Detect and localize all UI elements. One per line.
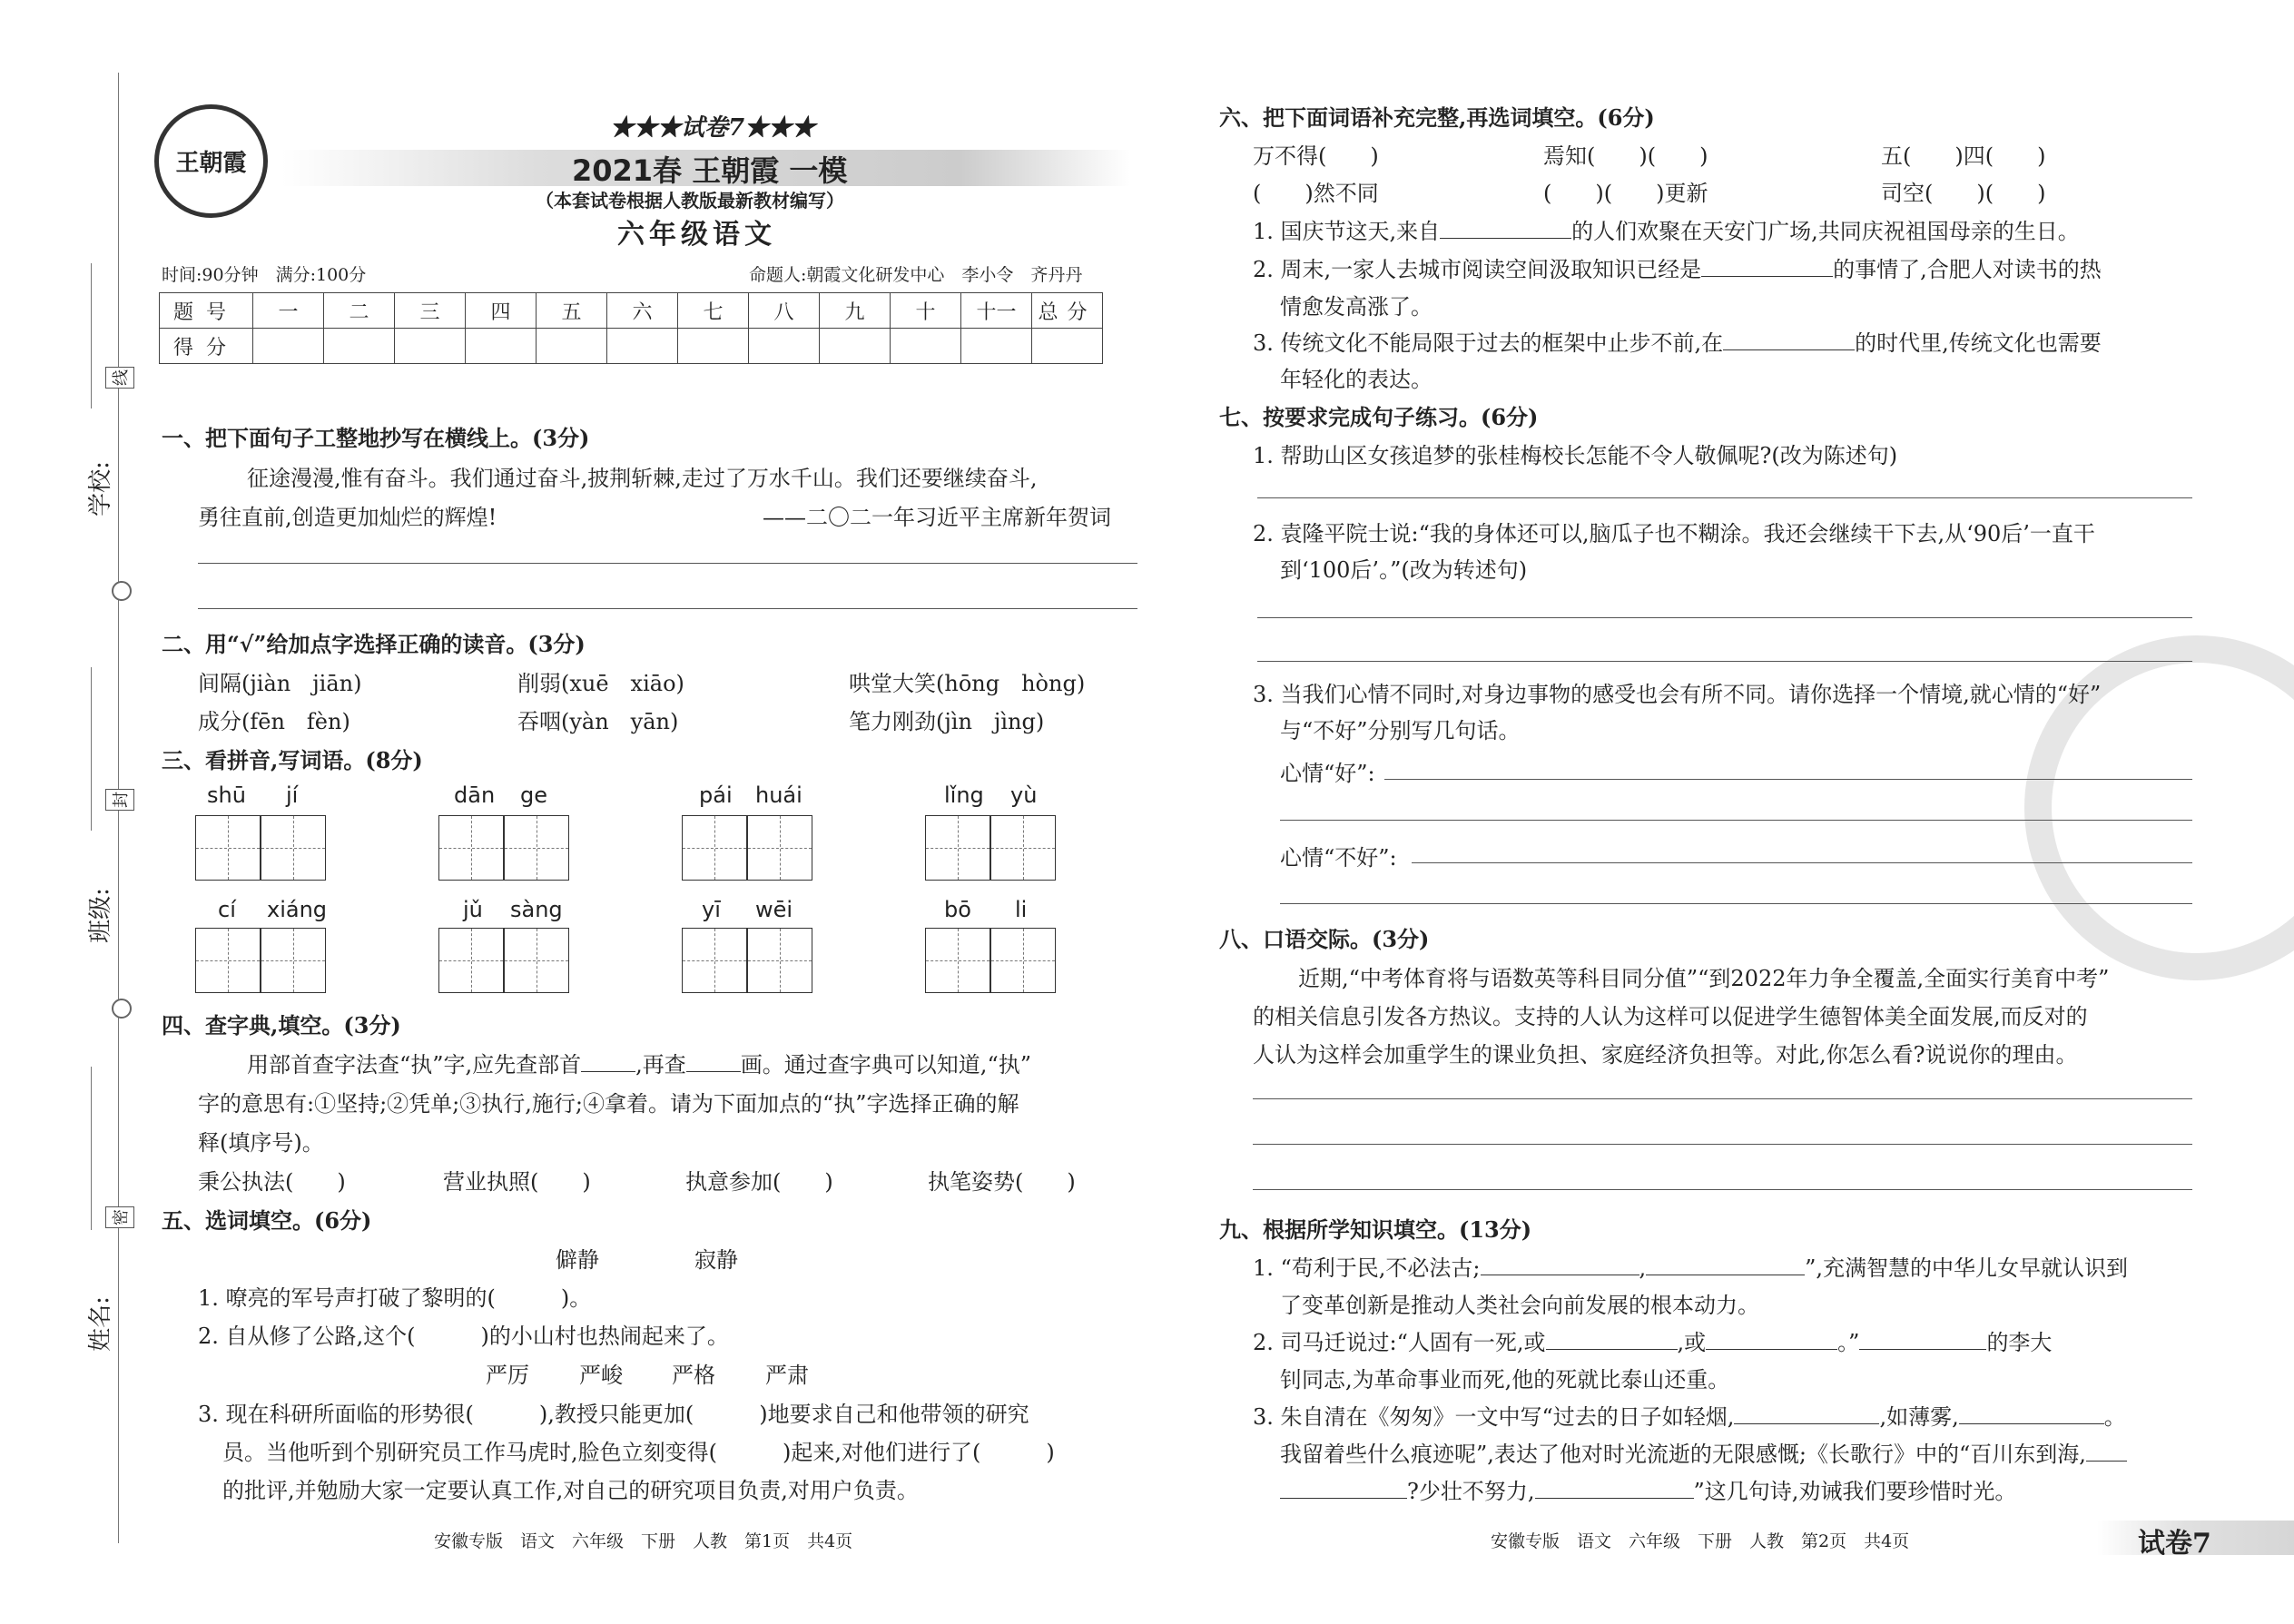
pinyin: yī: [702, 897, 721, 922]
answer-blank[interactable]: [1440, 218, 1571, 239]
q6-sentence-3b: 年轻化的表达。: [1280, 367, 1433, 392]
pinyin: shū: [207, 782, 246, 808]
answer-blank[interactable]: [1734, 1403, 1879, 1424]
q9-title: 九、根据所学知识填空。(13分): [1219, 1216, 1532, 1243]
q8-para-3: 人认为这样会加重学生的课业负担、家庭经济负担等。对此,你怎么看?说说你的理由。: [1253, 1042, 2078, 1068]
answer-blank[interactable]: [686, 1051, 741, 1072]
table-cell: 四: [466, 293, 537, 329]
binding-hole-icon: [112, 581, 132, 601]
writing-grid-cell[interactable]: [195, 815, 261, 881]
q9-sentence-3c: [1280, 1473, 2016, 1505]
binding-hole-icon: [112, 999, 132, 1019]
answer-line[interactable]: [1280, 903, 2192, 904]
q7-sentence-1: 1. 帮助山区女孩追梦的张桂梅校长怎能不令人敬佩呢?(改为陈述句): [1253, 443, 1898, 468]
name-label: 姓名:: [86, 1296, 114, 1352]
q9-text: 1. “苟利于民,不必法古;: [1253, 1255, 1481, 1281]
writing-grid-cell[interactable]: [925, 928, 990, 993]
q9-text: ,如薄雾,: [1879, 1404, 1959, 1430]
q4-para-line3: 释(填序号)。: [198, 1130, 324, 1156]
q5-word: 严厉: [486, 1363, 529, 1388]
q9-text: 2. 司马迁说过:“人固有一死,或: [1253, 1330, 1546, 1355]
table-cell: 总分: [1032, 293, 1103, 329]
pinyin: jí: [286, 782, 299, 808]
q6-text: 2. 周末,一家人去城市阅读空间汲取知识已经是: [1253, 257, 1702, 282]
q9-text: ?少壮不努力,: [1407, 1479, 1535, 1504]
q8-para-1: 近期,“中考体育将与语数英等科目同分值”“到2022年力争全覆盖,全面实行美育中考”: [1298, 966, 2110, 991]
q5-word: 寂静: [694, 1247, 738, 1273]
answer-line[interactable]: [1253, 1144, 2192, 1145]
q5-word: 严肃: [765, 1363, 809, 1388]
q5-word: 严格: [672, 1363, 715, 1388]
q1-line1: 征途漫漫,惟有奋斗。我们通过奋斗,披荆斩棘,走过了万水千山。我们还要继续奋斗,: [247, 466, 1038, 491]
q1-source: ——二〇二一年习近平主席新年贺词: [763, 505, 1111, 530]
q4-item[interactable]: 执笔姿势( ): [928, 1169, 1076, 1195]
pinyin: ge: [520, 782, 547, 808]
authors: 命题人:朝霞文化研发中心 李小令 齐丹丹: [749, 265, 1083, 285]
q9-sentence-2: [1253, 1324, 2052, 1356]
score-cell[interactable]: [961, 329, 1032, 364]
score-cell[interactable]: [749, 329, 820, 364]
q7-bad-label: 心情“不好”:: [1280, 845, 1397, 871]
q9-sentence-1: [1253, 1250, 2128, 1282]
score-table-header-row: [160, 293, 1103, 329]
q2-item[interactable]: 哄堂大笑(hōng hòng): [849, 671, 1086, 696]
q6-sentence-2b: 情愈发高涨了。: [1280, 294, 1433, 320]
q4-item[interactable]: 执意参加( ): [685, 1169, 833, 1195]
class-label: 班级:: [86, 888, 114, 943]
time-score: 时间:90分钟 满分:100分: [162, 265, 367, 285]
answer-line[interactable]: [1257, 617, 2192, 618]
q2-item[interactable]: 削弱(xuē xiāo): [517, 671, 684, 696]
table-cell: 一: [253, 293, 324, 329]
writing-grid-cell[interactable]: [261, 815, 326, 881]
footer-tag: 试卷7: [2138, 1528, 2211, 1560]
writing-grid-cell[interactable]: [261, 928, 326, 993]
writing-grid-cell[interactable]: [682, 815, 747, 881]
q5-sentence[interactable]: 员。当他听到个别研究员工作马虎时,脸色立刻变得( )起来,对他们进行了( ): [222, 1440, 1055, 1465]
q6-text: 的事情了,合肥人对读书的热: [1833, 257, 2102, 282]
q4-item[interactable]: 营业执照( ): [443, 1169, 591, 1195]
writing-grid-cell[interactable]: [195, 928, 261, 993]
subject-title: 六年级语文: [617, 219, 776, 251]
q9-sentence-2b: 钊同志,为革命事业而死,他的死就比泰山还重。: [1280, 1367, 1730, 1393]
writing-grid-cell[interactable]: [682, 928, 747, 993]
q9-text: 的李大: [1986, 1330, 2053, 1355]
pinyin: cí: [218, 897, 236, 922]
table-cell: 得分: [160, 329, 253, 364]
q2-item[interactable]: 成分(fēn fèn): [198, 709, 350, 734]
name-field-line: [91, 1067, 92, 1230]
answer-line[interactable]: [198, 563, 1137, 564]
q5-sentence[interactable]: 2. 自从修了公路,这个( )的小山村也热闹起来了。: [198, 1324, 729, 1349]
q1-title: 一、把下面句子工整地抄写在横线上。(3分): [162, 425, 590, 451]
writing-grid-cell[interactable]: [747, 815, 812, 881]
table-cell: 五: [537, 293, 607, 329]
q2-title: 二、用“√”给加点字选择正确的读音。(3分): [162, 631, 586, 657]
class-field-line: [91, 667, 92, 831]
logo-emblem-icon: [154, 104, 268, 218]
q2-item[interactable]: 笔力刚劲(jìn jìng): [849, 709, 1045, 734]
pinyin: huái: [755, 782, 802, 808]
answer-blank[interactable]: [1859, 1329, 1986, 1350]
q3-title: 三、看拼音,写词语。(8分): [162, 747, 423, 773]
school-label: 学校:: [86, 461, 114, 517]
answer-blank[interactable]: [1535, 1478, 1694, 1499]
answer-line[interactable]: [1384, 779, 2192, 780]
footer-right: 安徽专版 语文 六年级 下册 人教 第2页 共4页: [1491, 1531, 1910, 1551]
table-cell: 三: [395, 293, 466, 329]
q4-title: 四、查字典,填空。(3分): [162, 1012, 401, 1038]
q6-idiom[interactable]: ( )( )更新: [1543, 181, 1708, 206]
q6-text: 1. 国庆节这天,来自: [1253, 219, 1441, 244]
table-cell: 九: [820, 293, 891, 329]
q4-text: 画。通过查字典可以知道,“执”: [740, 1052, 1031, 1078]
q4-text: 用部首查字法查“执”字,应先查部首: [247, 1052, 582, 1078]
q6-title: 六、把下面词语补充完整,再选词填空。(6分): [1219, 104, 1655, 131]
paper-badge: ★★★试卷7★★★: [610, 114, 816, 142]
q7-sentence-2a: 2. 袁隆平院士说:“我的身体还可以,脑瓜子也不糊涂。我还会继续干下去,从‘90后’一直干: [1253, 521, 2095, 546]
answer-line[interactable]: [1257, 497, 2192, 498]
answer-line[interactable]: [1257, 661, 2192, 662]
answer-line[interactable]: [1412, 862, 2192, 863]
score-cell[interactable]: [253, 329, 324, 364]
pinyin: dān: [454, 782, 496, 808]
q5-word: 僻静: [556, 1247, 599, 1273]
q9-sentence-1b: 了变革创新是推动人类社会向前发展的根本动力。: [1280, 1293, 1759, 1318]
table-cell: 题号: [160, 293, 253, 329]
q9-text: 3. 朱自清在《匆匆》一文中写“过去的日子如轻烟,: [1253, 1404, 1735, 1430]
writing-grid-cell[interactable]: [504, 815, 569, 881]
q9-text: ”这几句诗,劝诫我们要珍惜时光。: [1693, 1479, 2017, 1504]
writing-grid-cell[interactable]: [438, 815, 504, 881]
answer-blank[interactable]: [1646, 1255, 1805, 1275]
q6-text: 的时代里,传统文化也需要: [1855, 330, 2102, 356]
q8-title: 八、口语交际。(3分): [1219, 926, 1430, 952]
pinyin: li: [1015, 897, 1028, 922]
pinyin: bō: [944, 897, 971, 922]
q9-text: ,或: [1677, 1330, 1707, 1355]
table-cell: 二: [324, 293, 395, 329]
answer-blank[interactable]: [2086, 1441, 2127, 1462]
q5-word: 严峻: [579, 1363, 623, 1388]
writing-grid-cell[interactable]: [925, 815, 990, 881]
q2-item[interactable]: 间隔(jiàn jiān): [198, 671, 362, 696]
q6-sentence-3: [1253, 325, 2102, 357]
score-cell[interactable]: [395, 329, 466, 364]
q9-sentence-3b: [1280, 1436, 2127, 1468]
pinyin: lǐng: [944, 782, 984, 808]
answer-blank[interactable]: [1723, 330, 1855, 350]
q4-text: ,再查: [635, 1052, 686, 1078]
score-table: [159, 292, 1103, 364]
pinyin: wēi: [755, 897, 793, 922]
q6-idiom[interactable]: 焉知( )( ): [1543, 143, 1708, 169]
pinyin: yù: [1010, 782, 1038, 808]
q5-sentence[interactable]: 1. 嘹亮的军号声打破了黎明的( )。: [198, 1285, 592, 1311]
q5-sentence[interactable]: 3. 现在科研所面临的形势很( ),教授只能更加( )地要求自己和他带领的研究: [198, 1402, 1029, 1427]
q9-text: ,: [1639, 1255, 1647, 1281]
score-cell[interactable]: [537, 329, 607, 364]
score-table-score-row: [160, 329, 1103, 364]
q9-text: 我留着些什么痕迹呢”,表达了他对时光流逝的无限感慨;《长歌行》中的“百川东到海,: [1280, 1442, 2086, 1467]
score-cell[interactable]: [1032, 329, 1103, 364]
score-cell[interactable]: [324, 329, 395, 364]
q7-sentence-3b: 与“不好”分别写几句话。: [1280, 718, 1521, 743]
table-cell: 七: [678, 293, 749, 329]
binding-mark-mi: 密: [105, 1206, 134, 1228]
writing-grid-cell[interactable]: [504, 928, 569, 993]
writing-grid-cell[interactable]: [438, 928, 504, 993]
answer-line[interactable]: [1253, 1189, 2192, 1190]
binding-mark-xian: 线: [105, 367, 134, 389]
logo-text: 王朝霞: [175, 150, 247, 177]
answer-blank[interactable]: [1706, 1329, 1837, 1350]
q6-text: 3. 传统文化不能局限于过去的框架中止步不前,在: [1253, 330, 1724, 356]
answer-blank[interactable]: [1959, 1403, 2104, 1424]
page-title: 2021春 王朝霞 一模: [572, 153, 848, 188]
table-cell: 八: [749, 293, 820, 329]
q4-item[interactable]: 秉公执法( ): [198, 1169, 346, 1195]
q9-text: 。”: [1837, 1330, 1860, 1355]
q2-item[interactable]: 吞咽(yàn yān): [517, 709, 679, 734]
q4-para-line1: [247, 1047, 1031, 1078]
answer-line[interactable]: [1253, 1098, 2192, 1099]
q6-sentence-1: [1253, 213, 2080, 245]
q8-para-2: 的相关信息引发各方热议。支持的人认为这样可以促进学生德智体美全面发展,而反对的: [1253, 1004, 2088, 1029]
q1-line2: 勇往直前,创造更加灿烂的辉煌!: [198, 505, 497, 530]
q6-idiom[interactable]: ( )然不同: [1253, 181, 1379, 206]
pinyin: pái: [699, 782, 733, 808]
score-cell[interactable]: [607, 329, 678, 364]
score-cell[interactable]: [891, 329, 961, 364]
q4-para-line2: 字的意思有:①坚持;②凭单;③执行,施行;④拿着。请为下面加点的“执”字选择正确的解: [198, 1091, 1019, 1117]
q6-idiom[interactable]: 司空( )( ): [1881, 181, 2046, 206]
pinyin: xiáng: [267, 897, 328, 922]
q6-text: 的人们欢聚在天安门广场,共同庆祝祖国母亲的生日。: [1571, 219, 2080, 244]
answer-blank[interactable]: [1481, 1255, 1639, 1275]
q5-title: 五、选词填空。(6分): [162, 1207, 372, 1234]
school-field-line: [91, 263, 92, 408]
q9-sentence-3: [1253, 1399, 2126, 1431]
q7-title: 七、按要求完成句子练习。(6分): [1219, 404, 1539, 430]
score-cell[interactable]: [466, 329, 537, 364]
pinyin: sàng: [510, 897, 563, 922]
q6-sentence-2: [1253, 251, 2102, 283]
table-cell: 六: [607, 293, 678, 329]
q7-good-label: 心情“好”:: [1280, 761, 1375, 786]
answer-blank[interactable]: [581, 1051, 635, 1072]
page-subtitle: （本套试卷根据人教版最新教材编写）: [536, 190, 844, 212]
q9-text: 。: [2103, 1404, 2126, 1430]
q7-sentence-2b: 到‘100后’。”(改为转述句): [1280, 557, 1528, 583]
pinyin: jǔ: [463, 897, 483, 922]
q7-sentence-3a: 3. 当我们心情不同时,对身边事物的感受也会有所不同。请你选择一个情境,就心情的“好”: [1253, 682, 2102, 707]
score-cell[interactable]: [820, 329, 891, 364]
table-cell: 十一: [961, 293, 1032, 329]
writing-grid-cell[interactable]: [747, 928, 812, 993]
writing-grid-cell[interactable]: [990, 928, 1056, 993]
q5-sentence: 的批评,并勉励大家一定要认真工作,对自己的研究项目负责,对用户负责。: [222, 1478, 919, 1503]
answer-line[interactable]: [1280, 820, 2192, 821]
q9-text: ”,充满智慧的中华儿女早就认识到: [1805, 1255, 2129, 1281]
answer-line[interactable]: [198, 608, 1137, 609]
q6-idiom[interactable]: 万不得( ): [1253, 143, 1379, 169]
writing-grid-cell[interactable]: [990, 815, 1056, 881]
footer-left: 安徽专版 语文 六年级 下册 人教 第1页 共4页: [434, 1531, 853, 1551]
answer-blank[interactable]: [1546, 1329, 1678, 1350]
binding-mark-feng: 封: [105, 789, 134, 811]
score-cell[interactable]: [678, 329, 749, 364]
answer-blank[interactable]: [1701, 256, 1833, 277]
answer-blank[interactable]: [1280, 1478, 1407, 1499]
table-cell: 十: [891, 293, 961, 329]
q6-idiom[interactable]: 五( )四( ): [1881, 143, 2046, 169]
